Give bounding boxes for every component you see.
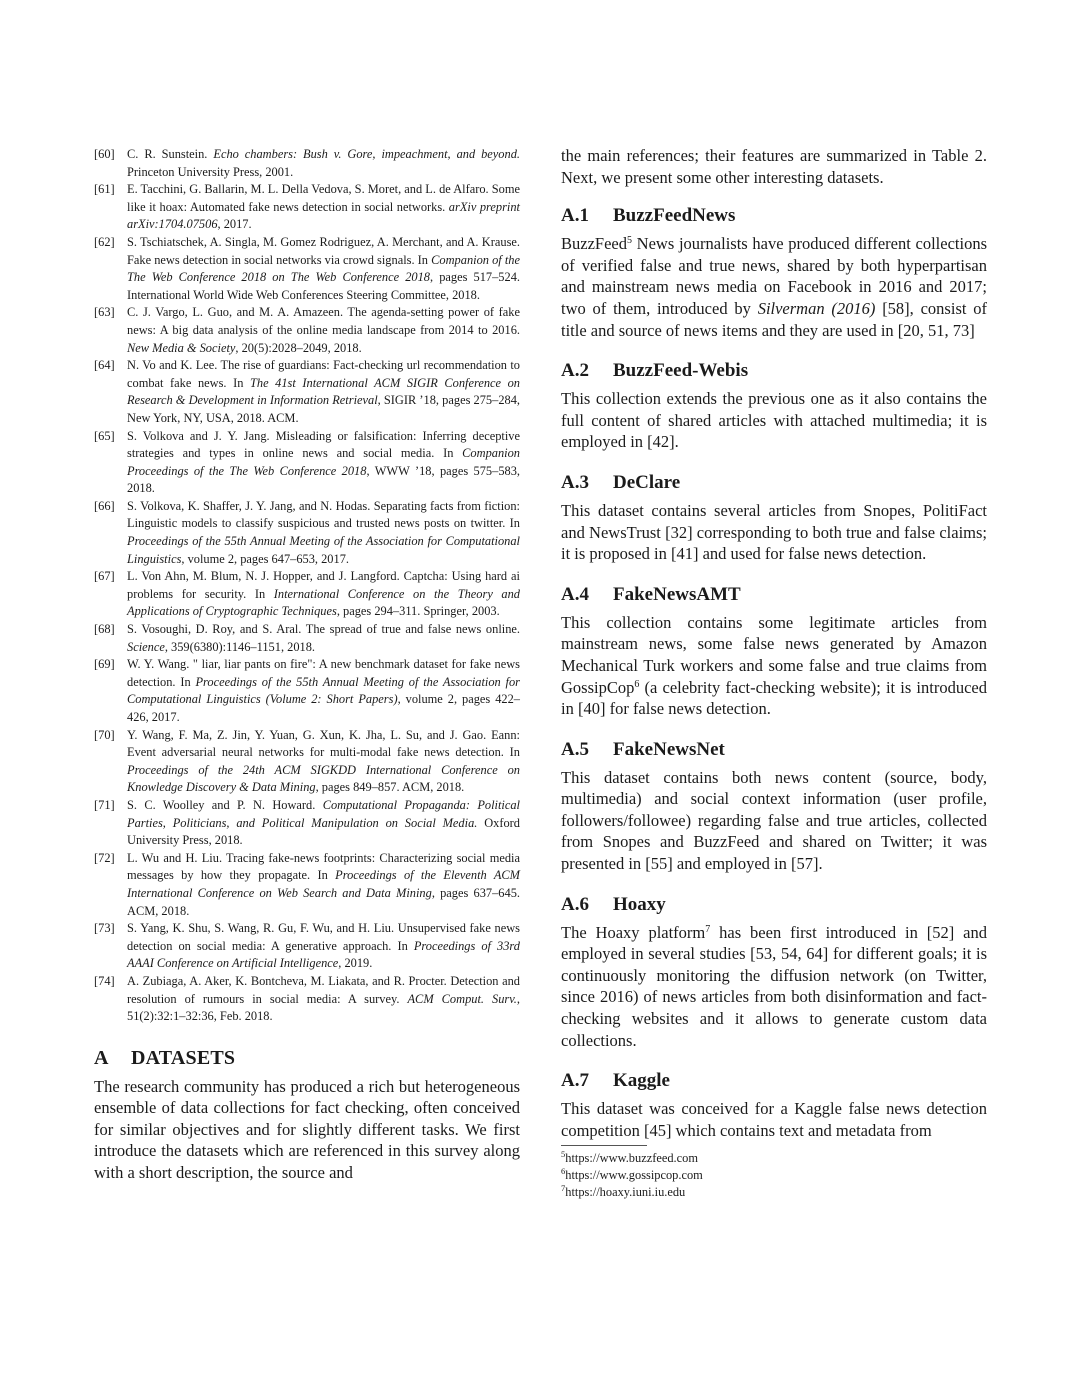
subsection-body: This dataset contains several articles from Snopes, PolitiFact and NewsTrust [32] corresponding to both true and false claims; it is proposed in [41] and used for false news detection. [561,500,987,564]
footnote-url[interactable]: https://www.gossipcop.com [565,1168,703,1183]
reference-item: [68] S. Vosoughi, D. Roy, and S. Aral. The spread of true and false news online. Science, 359(6380):1146–1151, 2018. [94,622,520,654]
reference-number: [64] [94,358,115,373]
footnote-url[interactable]: https://www.buzzfeed.com [565,1151,698,1166]
right-column [561,146,987,1201]
appendix-intro-continued: the main references; their features are summarized in Table 2. Next, we present some other interesting datasets. [561,146,987,187]
reference-item: [64] N. Vo and K. Lee. The rise of guardians: Fact-checking url recommendation to combat fake news. In The 41st International ACM SIGIR Conference on Research & Development in Information Retrieval, SIGIR ’18, pages 275–284, New York, NY, USA, 2018. ACM. [94,358,520,425]
footnotes [561,1150,987,1200]
reference-item: [67] L. Von Ahn, M. Blum, N. J. Hopper, and J. Langford. Captcha: Using hard ai problems for security. In International Conference on the Theory and Applications of Cryptographic Techniques, pages 294–311. Springer, 2003. [94,569,521,619]
subsection-heading: A.4 FakeNewsAMT [561,583,741,605]
reference-item: [65] S. Volkova and J. Y. Jang. Misleading or falsification: Inferring deceptive strategies and types in online news and social media. In Companion Proceedings of the The Web Conference 2018, WWW ’18, pages 575–583, 2018. [94,428,521,496]
subsection-heading: A.3 DeClare [561,471,681,493]
reference-number: [71] [94,797,115,812]
subsection-body: This collection contains some legitimate articles from mainstream news, some false news generated by Amazon Mechanical Turk workers and some false and true claims from GossipCop$^6$ (a celebrity fact-checking website); it is introduced in [40] for false news detection. [561,612,987,719]
reference-list [94,146,520,1026]
footnote: $^6$https://www.gossipcop.com [561,1166,703,1183]
reference-item: [74] A. Zubiaga, A. Aker, K. Bontcheva, M. Liakata, and R. Procter. Detection and resolution of rumours in social media: A survey. ACM Comput. Surv., 51(2):32:1–32:36, Feb. 2018. [94,973,521,1024]
subsection-body: This dataset contains both news content (source, body, multimedia) and social context information (user profile, followers/followee) regarding false and true articles, collected from Snopes and BuzzFeed and shared on Twitter; it was presented in [55] and employed in [57]. [561,767,987,874]
reference-number: [66] [94,498,115,513]
reference-number: [60] [94,147,115,161]
reference-item: [62] S. Tschiatschek, A. Singla, M. Gomez Rodriguez, A. Merchant, and A. Krause. Fake news detection in social networks via crowd signals. In Companion of the The Web Conference 2018 on The Web Conference 2018, pages 517–524. International World Wide Web Conferences Steering Committee, 2018. [94,234,520,302]
footnote: $^7$https://hoaxy.iuni.iu.edu [561,1183,686,1199]
subsection-heading: A.1 BuzzFeedNews [561,205,736,227]
subsection-body: This collection extends the previous one as it also contains the full content of shared articles with attached multimedia; it is employed in [42]. [561,389,987,452]
reference-number: [63] [94,305,115,320]
reference-number: [72] [94,850,115,865]
reference-item: [73] S. Yang, K. Shu, S. Wang, R. Gu, F. Wu, and H. Liu. Unsupervised fake news detection on social media: A generative approach. In Proceedings of 33rd AAAI Conference on Artificial Intelligence, 2019. [94,921,520,971]
reference-number: [74] [94,973,115,988]
subsection-body: This dataset was conceived for a Kaggle false news detection competition [45] which contains text and metadata from [561,1099,987,1140]
subsection-body: BuzzFeed$^5$ News journalists have produced different collections of verified false and true news, shared by both hyperpartisan and mainstream news media on Facebook in 2016 and 2017; two of them, introduced by Silverman (2016) [58], consist of title and source of news items and they are used in [20, 51, 73] [561,234,987,340]
reference-item: [69] W. Y. Wang. " liar, liar pants on fire": A new benchmark dataset for fake news detection. In Proceedings of the 55th Annual Meeting of the Association for Computational Linguistics (Volume 2: Short Papers), volume 2, pages 422–426, 2017. [94,657,520,724]
reference-item: [61] E. Tacchini, G. Ballarin, M. L. Della Vedova, S. Moret, and L. de Alfaro. Some like it hoax: Automated fake news detection in social networks. arXiv preprint arXiv:1704.07506, 2017. [94,182,520,232]
subsection-heading: A.2 BuzzFeed-Webis [561,360,749,382]
footnote-url[interactable]: https://hoaxy.iuni.iu.edu [565,1185,686,1199]
reference-number: [70] [94,727,115,742]
left-column [94,146,520,1184]
reference-number: [62] [94,234,115,249]
subsection-heading: A.7 Kaggle [561,1070,670,1092]
appendix-intro: The research community has produced a rich but heterogeneous ensemble of data collections for fact checking, often conceived for similar objectives and for slightly different tasks. We first introduce the datasets which are referenced in this survey along with a short description, the source and [94,1076,520,1183]
reference-number: [61] [94,182,115,197]
subsection-heading: A.6 Hoaxy [561,893,666,915]
reference-item: [66] S. Volkova, K. Shaffer, J. Y. Jang, and N. Hodas. Separating facts from fiction: Linguistic models to classify suspicious and trusted news posts on twitter. In Proceedings of the 55th Annual Meeting of the Association for Computational Linguistics, volume 2, pages 647–653, 2017. [94,498,520,566]
reference-item: [60] C. R. Sunstein. Echo chambers: Bush v. Gore, impeachment, and beyond. Princeton University Press, 2001. [94,147,520,179]
reference-item: [70] Y. Wang, F. Ma, Z. Jin, Y. Yuan, G. Xun, K. Jha, L. Su, and J. Gao. Eann: Event adversarial neural networks for multi-modal fake news detection. In Proceedings of the 24th ACM SIGKDD International Conference on Knowledge Discovery & Data Mining, pages 849–857. ACM, 2018. [94,727,520,795]
reference-number: [69] [94,657,115,672]
reference-item: [71] S. C. Woolley and P. N. Howard. Computational Propaganda: Political Parties, Politicians, and Political Manipulation on Social Media. Oxford University Press, 2018. [94,797,520,848]
subsection-heading: A.5 FakeNewsNet [561,738,725,760]
appendix-heading: A DATASETS [94,1046,236,1069]
reference-number: [68] [94,622,115,637]
reference-number: [67] [94,569,115,584]
footnote: $^5$https://www.buzzfeed.com [561,1149,698,1166]
subsection-body: The Hoaxy platform$^7$ has been first introduced in [52] and employed in several studies [53, 54, 64] for different goals; it is continuously monitoring the diffusion network (on Twitter, since 2016) of news articles from both disinformation and fact-checking websites and it allows to generate custom data collections. [561,922,987,1050]
reference-number: [65] [94,428,115,443]
footnote-divider [561,1145,647,1146]
reference-number: [73] [94,921,115,936]
reference-item: [63] C. J. Vargo, L. Guo, and M. A. Amazeen. The agenda-setting power of fake news: A big data analysis of the online media landscape from 2014 to 2016. New Media & Society, 20(5):2028–2049, 2018. [94,305,520,355]
reference-item: [72] L. Wu and H. Liu. Tracing fake-news footprints: Characterizing social media messages by how they propagate. In Proceedings of the Eleventh ACM International Conference on Web Search and Data Mining, pages 637–645. ACM, 2018. [94,850,520,918]
